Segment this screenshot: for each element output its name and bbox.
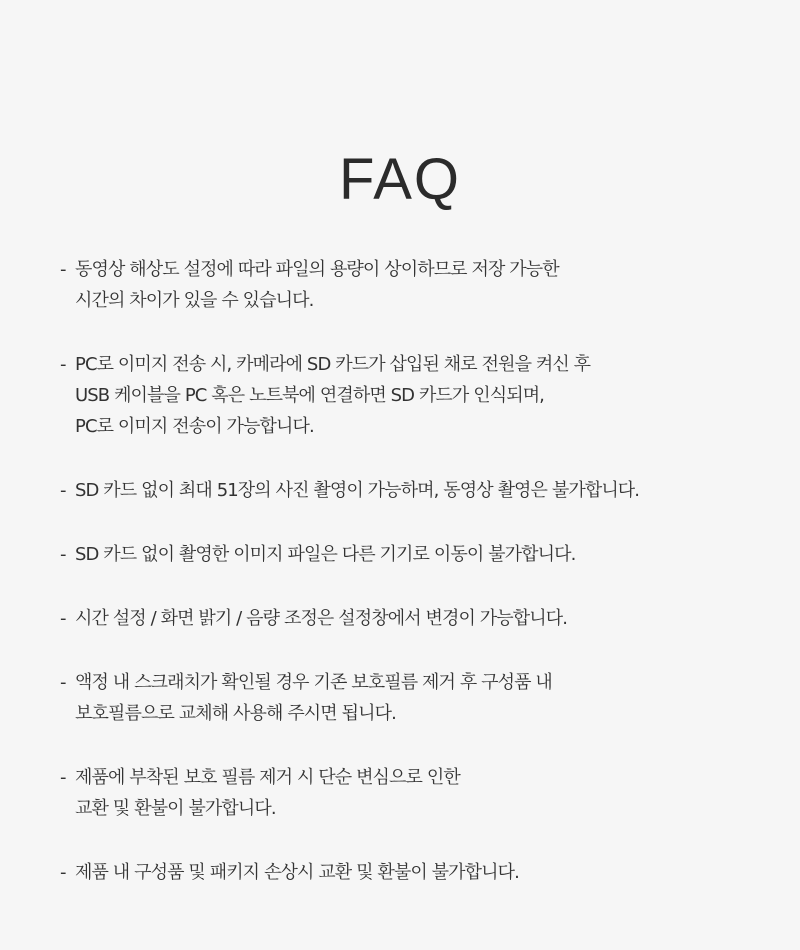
bullet-dash: - xyxy=(60,767,66,788)
bullet-dash: - xyxy=(60,354,66,375)
faq-text xyxy=(75,857,760,888)
faq-line: SD 카드 없이 최대 51장의 사진 촬영이 가능하며, 동영상 촬영은 불가합니다. xyxy=(75,480,640,501)
page-title: FAQ xyxy=(338,146,462,212)
bullet-dash: - xyxy=(60,608,66,629)
faq-line: 동영상 해상도 설정에 따라 파일의 용량이 상이하므로 저장 가능한 xyxy=(75,259,559,280)
bullet-dash: - xyxy=(60,544,66,565)
faq-text xyxy=(75,349,760,442)
faq-list xyxy=(60,254,760,921)
faq-item xyxy=(60,475,760,506)
faq-item xyxy=(60,603,760,634)
faq-text xyxy=(75,762,760,824)
faq-item xyxy=(60,539,760,570)
bullet-dash: - xyxy=(60,480,66,501)
faq-line: PC로 이미지 전송 시, 카메라에 SD 카드가 삽입된 채로 전원을 켜신 후 xyxy=(75,354,591,375)
faq-line: 교환 및 환불이 불가합니다. xyxy=(75,798,276,819)
faq-text xyxy=(75,539,760,570)
faq-line: 시간의 차이가 있을 수 있습니다. xyxy=(75,290,314,311)
faq-line: 보호필름으로 교체해 사용해 주시면 됩니다. xyxy=(75,703,396,724)
bullet-dash: - xyxy=(60,862,66,883)
faq-line: 시간 설정 / 화면 밝기 / 음량 조정은 설정창에서 변경이 가능합니다. xyxy=(75,608,568,629)
faq-line: 제품 내 구성품 및 패키지 손상시 교환 및 환불이 불가합니다. xyxy=(75,862,519,883)
faq-line: 액정 내 스크래치가 확인될 경우 기존 보호필름 제거 후 구성품 내 xyxy=(75,672,552,693)
faq-line: USB 케이블을 PC 혹은 노트북에 연결하면 SD 카드가 인식되며, xyxy=(75,385,544,406)
faq-text xyxy=(75,475,760,506)
faq-line: 제품에 부착된 보호 필름 제거 시 단순 변심으로 인한 xyxy=(75,767,460,788)
faq-item xyxy=(60,349,760,442)
faq-line: SD 카드 없이 촬영한 이미지 파일은 다른 기기로 이동이 불가합니다. xyxy=(75,544,576,565)
bullet-dash: - xyxy=(60,259,66,280)
faq-line: PC로 이미지 전송이 가능합니다. xyxy=(75,416,314,437)
faq-text xyxy=(75,603,760,634)
faq-item xyxy=(60,762,760,824)
faq-text xyxy=(75,667,760,729)
faq-item xyxy=(60,857,760,888)
faq-item xyxy=(60,667,760,729)
faq-item xyxy=(60,254,760,316)
bullet-dash: - xyxy=(60,672,66,693)
faq-text xyxy=(75,254,760,316)
